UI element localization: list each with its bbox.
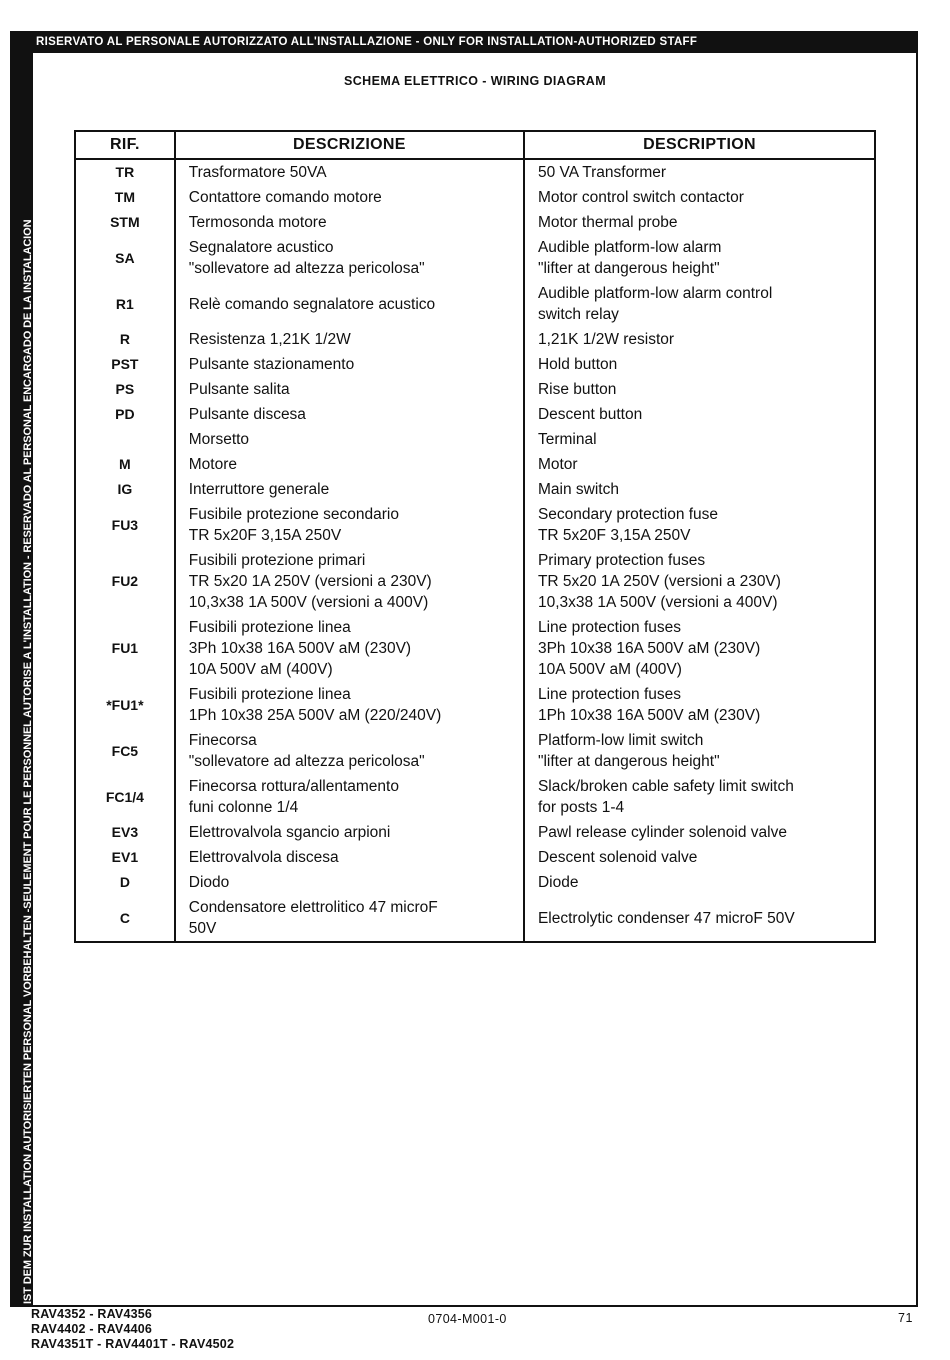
description-cell: Line protection fuses 3Ph 10x38 16A 500V aM (230V) 10A 500V aM (400V) — [524, 615, 875, 682]
ref-cell: FU2 — [111, 573, 139, 589]
page-number: 71 — [898, 1311, 913, 1325]
table-row — [75, 682, 875, 728]
description-cell: Secondary protection fuse TR 5x20F 3,15A 250V — [524, 502, 875, 548]
table-row — [75, 895, 875, 942]
table-row — [75, 352, 875, 377]
ref-cell: D — [119, 874, 130, 890]
table-row — [75, 402, 875, 427]
descrizione-cell: Fusibile protezione secondario TR 5x20F 3,15A 250V — [175, 502, 524, 548]
ref-cell: FU1 — [111, 640, 139, 656]
wiring-legend-table — [74, 130, 876, 943]
descrizione-cell: Fusibili protezione primari TR 5x20 1A 250V (versioni a 230V) 10,3x38 1A 500V (versioni a 400V) — [175, 548, 524, 615]
top-banner: RISERVATO AL PERSONALE AUTORIZZATO ALL'INSTALLAZIONE - ONLY FOR INSTALLATION-AUTHORIZED STAFF — [10, 31, 918, 53]
table-header-row — [75, 131, 875, 159]
ref-cell: FU3 — [111, 516, 139, 533]
footer-models — [31, 1307, 234, 1352]
table-row — [75, 235, 875, 281]
ref-cell: R — [119, 331, 130, 347]
ref-cell: M — [119, 456, 131, 472]
description-cell: Hold button — [524, 352, 875, 377]
descrizione-cell: Fusibili protezione linea 1Ph 10x38 25A 500V aM (220/240V) — [175, 682, 524, 728]
table-row — [75, 452, 875, 477]
descrizione-cell: Pulsante discesa — [175, 402, 524, 427]
descrizione-cell: Fusibili protezione linea 3Ph 10x38 16A 500V aM (230V) 10A 500V aM (400V) — [175, 615, 524, 682]
ref-cell: EV3 — [111, 824, 139, 840]
table-row — [75, 427, 875, 452]
descrizione-cell: Resistenza 1,21K 1/2W — [175, 327, 524, 352]
descrizione-cell: Relè comando segnalatore acustico — [175, 281, 524, 327]
table-row — [75, 159, 875, 185]
table-row — [75, 615, 875, 682]
table-row — [75, 377, 875, 402]
description-cell: Primary protection fuses TR 5x20 1A 250V (versioni a 230V) 10,3x38 1A 500V (versioni a 400V) — [524, 548, 875, 615]
page-title: SCHEMA ELETTRICO - WIRING DIAGRAM — [343, 74, 607, 88]
table-row — [75, 477, 875, 502]
table-row — [75, 774, 875, 820]
description-cell: Motor — [524, 452, 875, 477]
table-row — [75, 820, 875, 845]
descrizione-cell: Trasformatore 50VA — [175, 159, 524, 185]
header-description: DESCRIPTION — [524, 131, 875, 159]
table-row — [75, 870, 875, 895]
table-row — [75, 327, 875, 352]
descrizione-cell: Diodo — [175, 870, 524, 895]
ref-cell: PS — [115, 381, 135, 397]
descrizione-cell: Finecorsa "sollevatore ad altezza pericolosa" — [175, 728, 524, 774]
description-cell: Audible platform-low alarm control switch relay — [524, 281, 875, 327]
description-cell: Descent solenoid valve — [524, 845, 875, 870]
descrizione-cell: Motore — [175, 452, 524, 477]
ref-cell: *FU1* — [106, 696, 144, 713]
side-banner-text: IST DEM ZUR INSTALLATION AUTORISIERTEN PERSONAL VORBEHALTEN -SEULEMENT POUR LE PERSONNEL AUTORISE A L'INSTALLATION - RESERVADO AL PERSONAL ENCARGADO DE LA INSTALACION — [22, 219, 34, 1304]
ref-cell: EV1 — [111, 849, 139, 865]
model-line: RAV4402 - RAV4406 — [31, 1322, 153, 1336]
ref-cell: PST — [111, 356, 139, 372]
ref-cell: TM — [114, 189, 135, 205]
descrizione-cell: Elettrovalvola sgancio arpioni — [175, 820, 524, 845]
ref-cell: PD — [115, 406, 135, 422]
model-line: RAV4351T - RAV4401T - RAV4502 — [31, 1337, 235, 1351]
ref-cell: FC1/4 — [105, 788, 144, 805]
ref-cell: STM — [110, 214, 140, 230]
descrizione-cell: Segnalatore acustico "sollevatore ad altezza pericolosa" — [175, 235, 524, 281]
descrizione-cell: Elettrovalvola discesa — [175, 845, 524, 870]
description-cell: Audible platform-low alarm "lifter at dangerous height" — [524, 235, 875, 281]
descrizione-cell: Morsetto — [175, 427, 524, 452]
description-cell: Terminal — [524, 427, 875, 452]
descrizione-cell: Pulsante salita — [175, 377, 524, 402]
header-descrizione: DESCRIZIONE — [175, 131, 524, 159]
description-cell: Slack/broken cable safety limit switch for posts 1-4 — [524, 774, 875, 820]
description-cell: Diode — [524, 870, 875, 895]
table-row — [75, 845, 875, 870]
description-cell: Platform-low limit switch "lifter at dangerous height" — [524, 728, 875, 774]
descrizione-cell: Condensatore elettrolitico 47 microF 50V — [175, 895, 524, 942]
ref-cell — [75, 427, 175, 452]
description-cell: Main switch — [524, 477, 875, 502]
document-code: 0704-M001-0 — [428, 1312, 507, 1326]
header-ref: RIF. — [75, 131, 175, 159]
table-row — [75, 210, 875, 235]
descrizione-cell: Contattore comando motore — [175, 185, 524, 210]
descrizione-cell: Termosonda motore — [175, 210, 524, 235]
table-row — [75, 728, 875, 774]
descrizione-cell: Interruttore generale — [175, 477, 524, 502]
description-cell: 1,21K 1/2W resistor — [524, 327, 875, 352]
description-cell: Electrolytic condenser 47 microF 50V — [524, 895, 875, 942]
description-cell: Descent button — [524, 402, 875, 427]
descrizione-cell: Finecorsa rottura/allentamento funi colonne 1/4 — [175, 774, 524, 820]
description-cell: Rise button — [524, 377, 875, 402]
model-line: RAV4352 - RAV4356 — [31, 1307, 153, 1321]
description-cell: Motor control switch contactor — [524, 185, 875, 210]
descrizione-cell: Pulsante stazionamento — [175, 352, 524, 377]
table-row — [75, 281, 875, 327]
ref-cell: FC5 — [111, 742, 139, 759]
ref-cell: IG — [117, 481, 133, 497]
table-row — [75, 502, 875, 548]
ref-cell: TR — [115, 164, 135, 180]
description-cell: Line protection fuses 1Ph 10x38 16A 500V aM (230V) — [524, 682, 875, 728]
description-cell: Motor thermal probe — [524, 210, 875, 235]
ref-cell: SA — [115, 249, 135, 266]
table-row — [75, 185, 875, 210]
ref-cell: R1 — [115, 295, 134, 312]
description-cell: Pawl release cylinder solenoid valve — [524, 820, 875, 845]
ref-cell: C — [119, 909, 130, 926]
table-row — [75, 548, 875, 615]
description-cell: 50 VA Transformer — [524, 159, 875, 185]
